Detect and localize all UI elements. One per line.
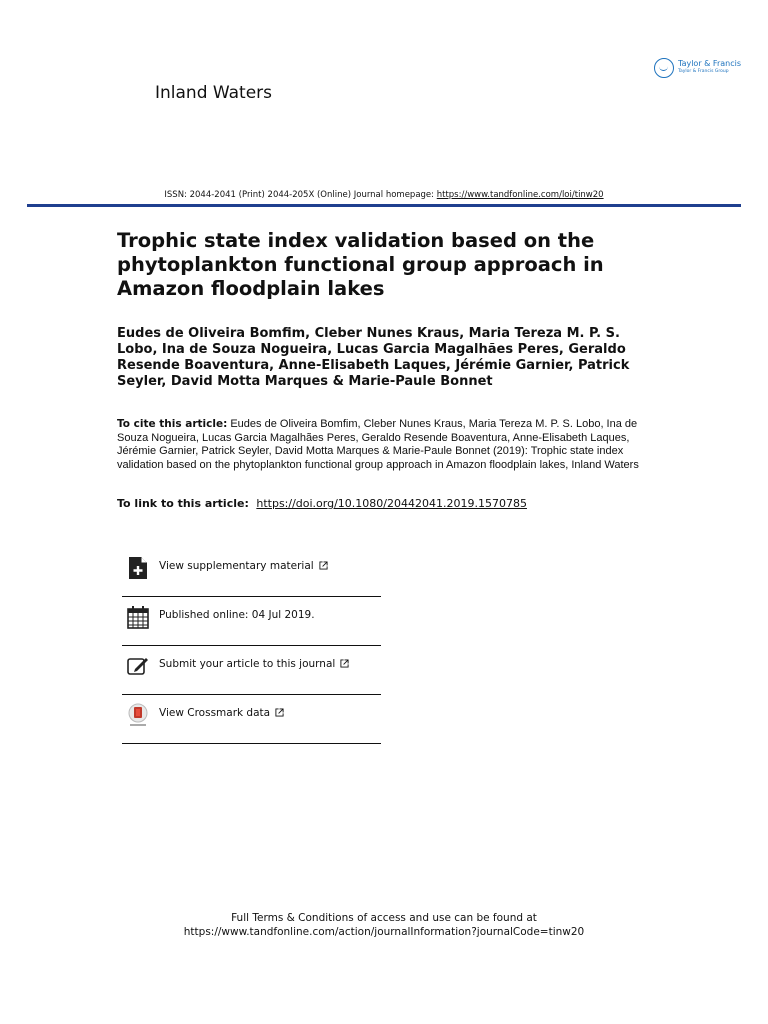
terms-link[interactable]: https://www.tandfonline.com/action/journalInformation?journalCode=tinw20 (183, 925, 585, 938)
crossmark-icon (127, 703, 149, 727)
article-link-label: To link to this article: (117, 497, 249, 510)
publisher-subtitle: Taylor & Francis Group (678, 69, 729, 74)
issn-line (0, 190, 768, 200)
terms-footer (0, 912, 768, 939)
doi-link[interactable]: https://doi.org/10.1080/20442041.2019.1570785 (256, 497, 527, 510)
publisher-name: Taylor & Francis (678, 59, 741, 68)
article-authors: Eudes de Oliveira Bomfim, Cleber Nunes Kraus, Maria Tereza M. P. S. Lobo, Ina de Souza Nogueira, Lucas Garcia Magalhães Peres, Geraldo Resende Boaventura, Anne-Elisabeth Laques, Jérémie Garnier, Patrick Seyler, David Motta Marques & Marie-Paule Bonnet (117, 326, 630, 389)
taylor-francis-logo-icon (654, 58, 674, 78)
citation-label: To cite this article: (117, 418, 228, 430)
citation-block (117, 418, 647, 472)
supplementary-file-icon (127, 556, 149, 580)
article-link-block (117, 497, 527, 510)
crossmark-row[interactable] (122, 695, 381, 744)
external-link-icon (319, 561, 328, 570)
header-divider (27, 204, 741, 207)
supplementary-material-link[interactable]: View supplementary material (159, 560, 328, 572)
external-link-icon (275, 708, 284, 717)
published-online-text: Published online: 04 Jul 2019. (159, 609, 315, 621)
edit-icon (127, 654, 149, 678)
taylor-francis-logo[interactable] (654, 58, 744, 80)
journal-homepage-link[interactable]: https://www.tandfonline.com/loi/tinw20 (436, 190, 604, 200)
journal-name: Inland Waters (155, 83, 273, 103)
submit-article-row[interactable] (122, 646, 381, 695)
supplementary-material-row[interactable] (122, 548, 381, 597)
external-link-icon (340, 659, 349, 668)
published-online-row (122, 597, 381, 646)
submit-article-link[interactable]: Submit your article to this journal (159, 658, 349, 670)
article-info-list (122, 548, 381, 744)
calendar-icon (127, 605, 149, 629)
citation-text: Eudes de Oliveira Bomfim, Cleber Nunes Kraus, Maria Tereza M. P. S. Lobo, Ina de Souza Nogueira, Lucas Garcia Magalhães Peres, Geraldo Resende Boaventura, Anne-Elisabeth Laques, Jérémie Garnier, Patrick Seyler, David Motta Marques & Marie-Paule Bonnet (2019): Trophic state index validation based on the phytoplankton functional group approach in Amazon floodplain lakes, Inland Waters (117, 418, 639, 471)
crossmark-link[interactable]: View Crossmark data (159, 707, 284, 719)
article-title: Trophic state index validation based on the phytoplankton functional group approach in Amazon floodplain lakes (117, 229, 604, 300)
terms-text: Full Terms & Conditions of access and use can be found at (231, 912, 537, 924)
issn-text: ISSN: 2044-2041 (Print) 2044-205X (Online) Journal homepage: (164, 190, 437, 200)
